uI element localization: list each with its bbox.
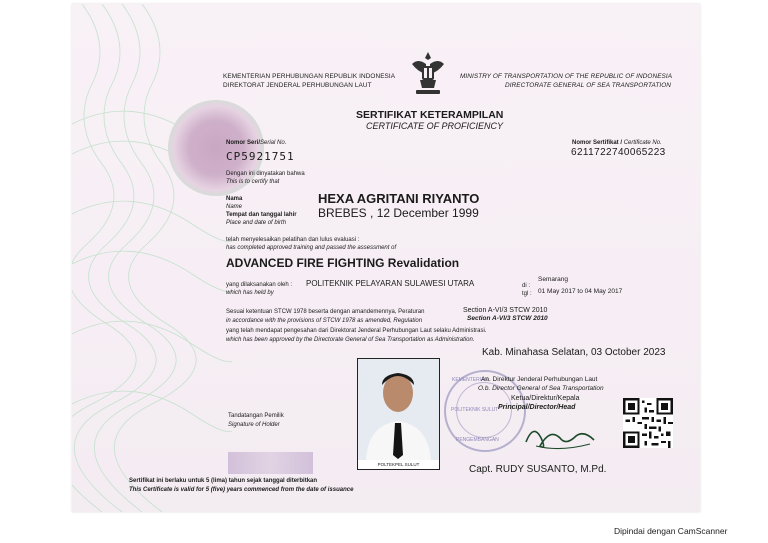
- certify-id: Dengan ini dinyatakan bahwa: [226, 171, 305, 177]
- name-label-id: Nama: [226, 196, 243, 202]
- garuda-emblem-icon: [408, 50, 448, 96]
- title-id: SERTIFIKAT KETERAMPILAN: [356, 109, 504, 121]
- course-name: ADVANCED FIRE FIGHTING Revalidation: [226, 256, 460, 270]
- stcw-line1-en: in accordance with the provisions of STCW 1978 as amended, Regulation: [226, 318, 423, 324]
- guilloche-pattern: [72, 4, 232, 512]
- birth-label-id: Tempat dan tanggal lahir: [226, 212, 297, 218]
- title-en: CERTIFICATE OF PROFICIENCY: [366, 121, 504, 131]
- stcw-line2-en: which has been approved by the Directorate General of Sea Transportation as Administration.: [226, 337, 475, 343]
- signatory-line2: O.b. Director General of Sea Transportation: [478, 385, 604, 392]
- stcw-line2-id: yang telah mendapat pengesahan dari Direktorat Jenderal Perhubungan Laut selaku Administrasi.: [226, 328, 487, 334]
- header-left-line1: KEMENTERIAN PERHUBUNGAN REPUBLIK INDONESIA: [223, 73, 396, 80]
- qr-code-icon: [623, 398, 673, 448]
- signatory-name: Capt. RUDY SUSANTO, M.Pd.: [469, 464, 607, 475]
- holder-portrait-image: [358, 359, 439, 469]
- held-by-label-id: yang dilaksanakan oleh :: [226, 282, 293, 288]
- training-line-en: has completed approved training and passed the assessment of: [226, 245, 397, 251]
- signatory-line3: Ketua/Direktur/Kepala: [511, 395, 580, 402]
- serial-value: CP5921751: [226, 150, 295, 163]
- name-label-en: Name: [226, 204, 243, 210]
- issue-place-date: Kab. Minahasa Selatan, 03 October 2023: [482, 347, 666, 358]
- header-right-line1: MINISTRY OF TRANSPORTATION OF THE REPUBLIC OF INDONESIA: [460, 73, 673, 80]
- photo-caption: POLTEKPEL SULUT: [358, 460, 439, 469]
- holder-name: HEXA AGRITANI RIYANTO: [318, 191, 480, 206]
- holder-signature-label-id: Tandatangan Pemilik: [228, 413, 284, 419]
- stamp-text-mid: POLITEKNIK SULUT: [451, 407, 499, 413]
- header-left-line2: DIREKTORAT JENDERAL PERHUBUNGAN LAUT: [223, 82, 372, 89]
- validity-id: Sertifikat ini berlaku untuk 5 (lima) tahun sejak tanggal diterbitkan: [129, 478, 318, 484]
- stcw-section-italic: Section A-VI/3 STCW 2010: [467, 315, 548, 322]
- holder-photo: [357, 358, 440, 470]
- birth-value: BREBES , 12 December 1999: [318, 206, 479, 220]
- scanner-watermark: Dipindai dengan CamScanner: [614, 526, 728, 536]
- training-dates: 01 May 2017 to 04 May 2017: [538, 288, 623, 295]
- stcw-line1-id: Sesuai ketentuan STCW 1978 beserta dengan amandemennya, Peraturan: [226, 309, 425, 315]
- birth-label-en: Place and date of birth: [226, 220, 287, 226]
- training-place: Semarang: [538, 276, 568, 283]
- serial-label: Nomor Seri/Serial No.: [226, 140, 287, 146]
- training-line-id: telah menyelesaikan pelatihan dan lulus evaluasi :: [226, 237, 360, 243]
- certify-en: This is to certify that: [226, 179, 280, 185]
- institution-name: POLITEKNIK PELAYARAN SULAWESI UTARA: [306, 279, 475, 288]
- official-signature-icon: [520, 416, 600, 454]
- header-right-line2: DIRECTORATE GENERAL OF SEA TRANSPORTATION: [505, 82, 672, 89]
- stamp-text-top: KEMENTERIAN: [452, 377, 489, 383]
- signatory-line1: An. Direktur Jenderal Perhubungan Laut: [481, 376, 598, 383]
- stamp-text-bottom: PENGEMBANGAN: [456, 437, 499, 443]
- stcw-section: Section A-VI/3 STCW 2010: [463, 307, 548, 314]
- signatory-line4: Principal/Director/Head: [498, 404, 576, 411]
- validity-en: This Certificate is valid for 5 (five) years commenced from the date of issuance: [129, 487, 354, 493]
- held-by-label-en: which has held by: [226, 290, 274, 296]
- place-label: di :: [522, 283, 531, 289]
- cert-number-label: Nomor Sertifikat / Certificate No.: [572, 140, 662, 146]
- holder-signature-label-en: Signature of Holder: [228, 422, 280, 428]
- cert-number-value: 6211722740065223: [571, 147, 666, 158]
- holder-signature-area: [228, 452, 313, 474]
- date-label: tgl :: [522, 291, 532, 297]
